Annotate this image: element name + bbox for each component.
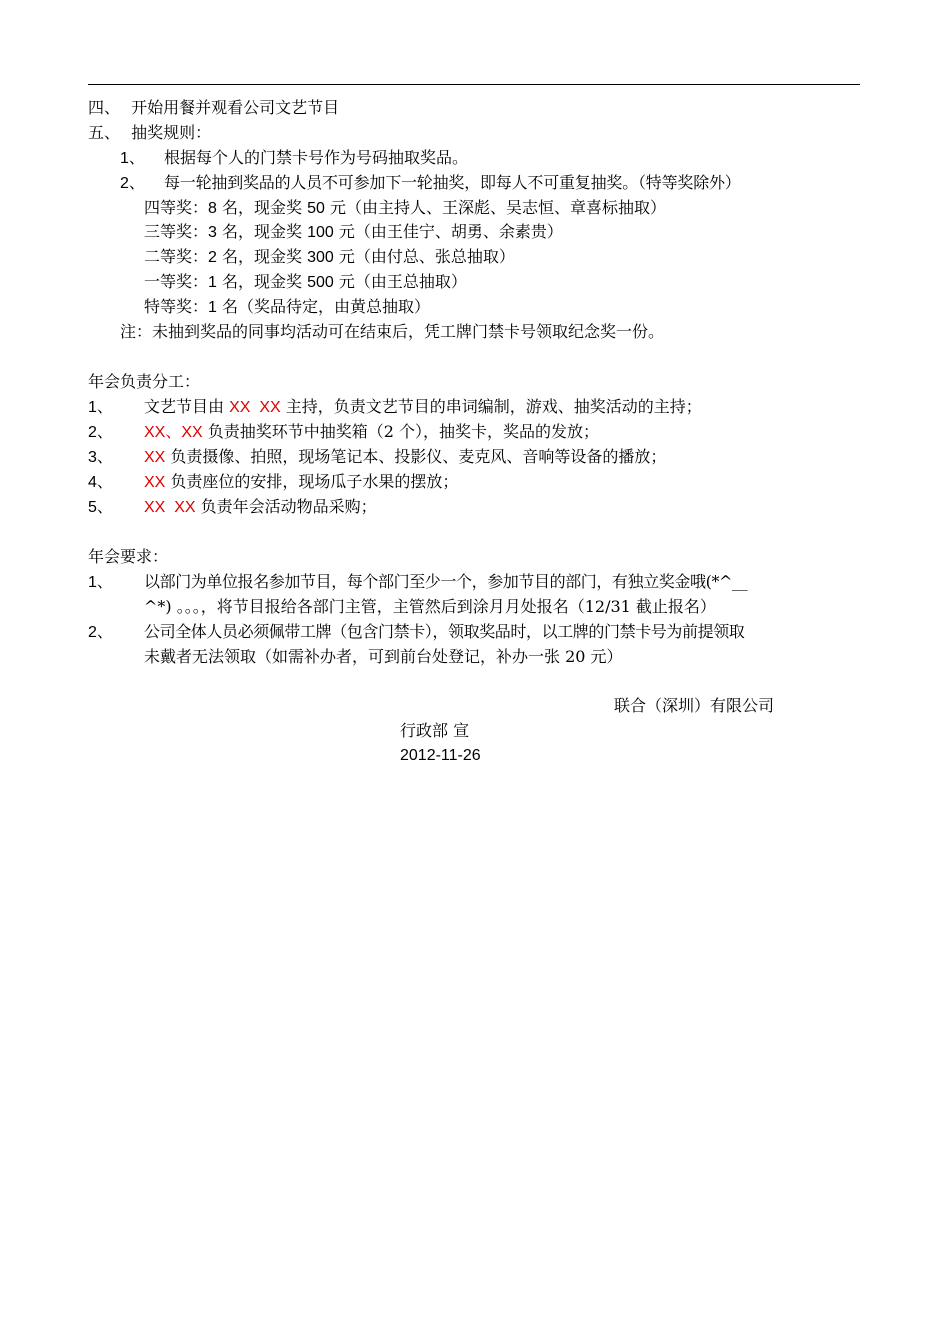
- prize-count: 1: [208, 274, 217, 291]
- section-5-number: 五、: [88, 123, 121, 142]
- duty-person: XX: [144, 474, 166, 491]
- prize-text: 名，现金奖: [216, 272, 308, 291]
- duty-number: 3、: [88, 449, 113, 466]
- section-5: [88, 122, 211, 144]
- prize-cash: 100: [307, 224, 334, 241]
- requirement-text-line2: ^*) 。。。，将节目报给各部门主管，主管然后到涂月月处报名（12/31 截止报名）: [144, 597, 716, 616]
- issue-date: 2012-11-26: [400, 747, 481, 764]
- duty-text: 主持，负责文艺节目的串词编制，游戏、抽奖活动的主持；: [280, 397, 702, 416]
- prize-row: [144, 246, 515, 269]
- rule-item: [120, 172, 741, 195]
- duty-item: [88, 446, 667, 469]
- section-4-number: 四、: [88, 98, 121, 117]
- prize-count: 1: [208, 299, 217, 316]
- duty-item: [88, 421, 600, 444]
- rule-number: 2、: [120, 175, 145, 192]
- duty-person: XX XX: [144, 499, 196, 516]
- company-name: 联合（深圳）有限公司: [614, 696, 775, 715]
- requirement-item: [88, 621, 745, 644]
- prize-row: [144, 197, 666, 220]
- prize-name: 四等奖：: [144, 198, 209, 217]
- rule-text: 每一轮抽到奖品的人员不可参加下一轮抽奖，即每人不可重复抽奖。（特等奖除外）: [164, 173, 741, 192]
- header-rule: [88, 84, 860, 85]
- duty-text: 负责摄像、拍照，现场笔记本、投影仪、麦克风、音响等设备的播放；: [165, 447, 667, 466]
- requirement-text-line1: 以部门为单位报名参加节目，每个部门至少一个，参加节目的部门，有独立奖金哦(*^__: [144, 572, 748, 591]
- lottery-note: 注：未抽到奖品的同事均活动可在结束后，凭工牌门禁卡号领取纪念奖一份。: [120, 322, 665, 341]
- duty-item: [88, 471, 459, 494]
- duty-person: XX、XX: [144, 424, 203, 441]
- prize-name: 二等奖：: [144, 247, 209, 266]
- prize-awarders: 元（由主持人、王深彪、吴志恒、章喜标抽取）: [324, 198, 666, 217]
- prize-row: [144, 296, 430, 319]
- prize-awarders: 元（由王佳宁、胡勇、余素贵）: [333, 222, 563, 241]
- prize-row: [144, 221, 563, 244]
- requirements-heading: 年会要求：: [88, 547, 169, 566]
- issuing-department: 行政部 宣: [400, 721, 470, 740]
- duty-number: 2、: [88, 424, 113, 441]
- duty-person: XX: [144, 449, 166, 466]
- duty-prefix: 文艺节目由: [144, 397, 230, 416]
- duty-item: [88, 496, 377, 519]
- prize-name: 三等奖：: [144, 222, 209, 241]
- prize-awarders: 元（由王总抽取）: [333, 272, 467, 291]
- duties-heading: 年会负责分工：: [88, 372, 201, 391]
- prize-text: 名（奖品待定，由黄总抽取）: [216, 297, 431, 316]
- requirement-text-line1: 公司全体人员必须佩带工牌（包含门禁卡），领取奖品时，以工牌的门禁卡号为前提领取: [144, 622, 745, 641]
- prize-cash: 300: [307, 249, 334, 266]
- section-4-text: 开始用餐并观看公司文艺节目: [131, 98, 340, 117]
- prize-count: 3: [208, 224, 217, 241]
- duty-text: 负责座位的安排，现场瓜子水果的摆放；: [165, 472, 459, 491]
- prize-name: 一等奖：: [144, 272, 209, 291]
- prize-cash: 50: [307, 200, 325, 217]
- duty-number: 1、: [88, 399, 113, 416]
- prize-text: 名，现金奖: [216, 198, 308, 217]
- duty-text: 负责抽奖环节中抽奖箱（2 个），抽奖卡，奖品的发放；: [202, 422, 600, 441]
- rule-item: [120, 147, 468, 170]
- duty-number: 4、: [88, 474, 113, 491]
- prize-count: 8: [208, 200, 217, 217]
- requirement-number: 1、: [88, 574, 113, 591]
- prize-text: 名，现金奖: [216, 222, 308, 241]
- section-5-text: 抽奖规则：: [131, 123, 212, 142]
- requirement-item: [88, 571, 748, 594]
- prize-count: 2: [208, 249, 217, 266]
- section-4: [88, 97, 339, 119]
- prize-awarders: 元（由付总、张总抽取）: [333, 247, 515, 266]
- prize-name: 特等奖：: [144, 297, 209, 316]
- prize-cash: 500: [307, 274, 334, 291]
- prize-row: [144, 271, 467, 294]
- requirement-number: 2、: [88, 624, 113, 641]
- prize-text: 名，现金奖: [216, 247, 308, 266]
- duty-number: 5、: [88, 499, 113, 516]
- rule-number: 1、: [120, 150, 145, 167]
- duty-item: [88, 396, 702, 419]
- duty-person: XX XX: [229, 399, 281, 416]
- requirement-text-line2: 未戴者无法领取（如需补办者，可到前台处登记，补办一张 20 元）: [144, 647, 623, 666]
- rule-text: 根据每个人的门禁卡号作为号码抽取奖品。: [164, 148, 469, 167]
- duty-text: 负责年会活动物品采购；: [195, 497, 377, 516]
